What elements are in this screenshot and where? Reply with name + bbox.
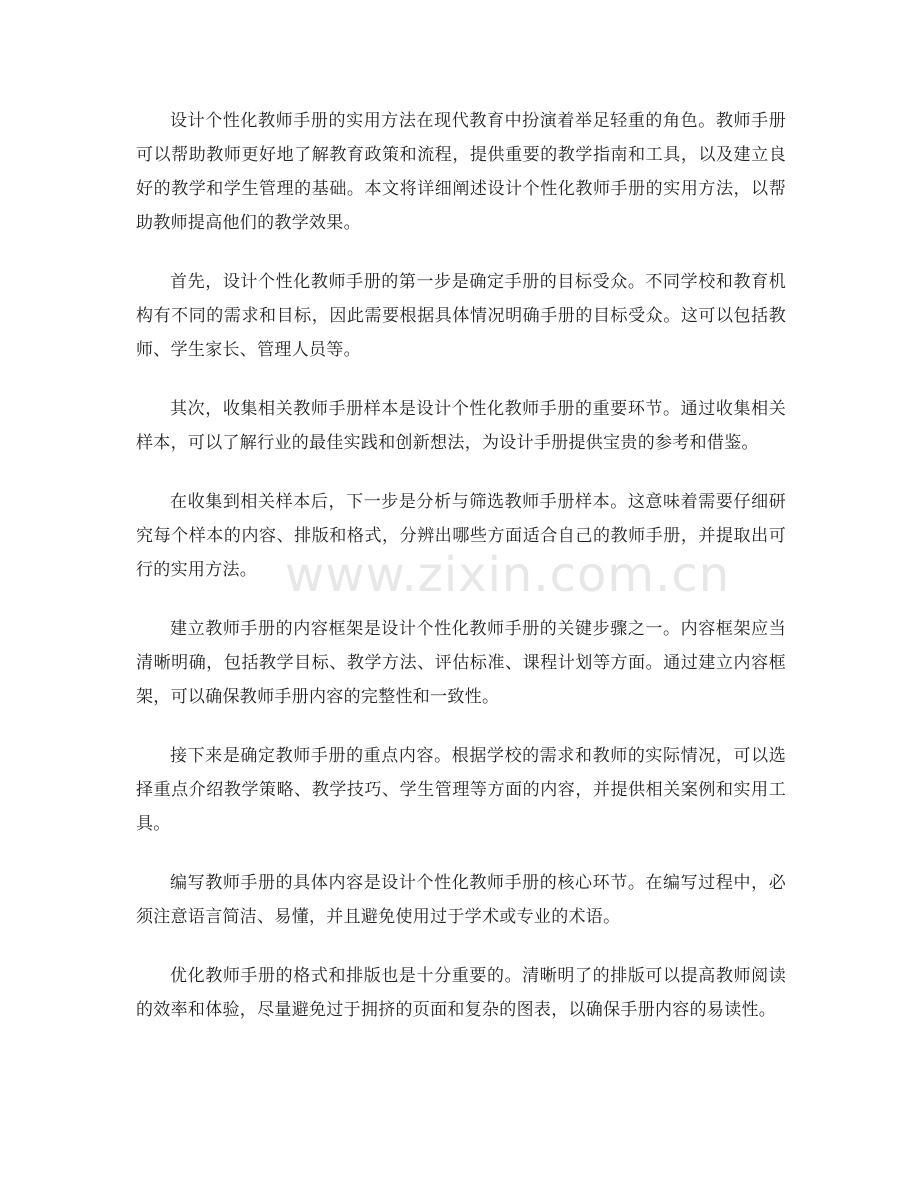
paragraph: 编写教师手册的具体内容是设计个性化教师手册的核心环节。在编写过程中，必须注意语言简洁、易懂，并且避免使用过于学术或专业的术语。 xyxy=(136,873,786,927)
paragraph: 优化教师手册的格式和排版也是十分重要的。清晰明了的排版可以提高教师阅读的效率和体验，尽量避免过于拥挤的页面和复杂的图表，以确保手册内容的易读性。 xyxy=(136,966,786,1020)
paragraph: 其次，收集相关教师手册样本是设计个性化教师手册的重要环节。通过收集相关样本，可以了解行业的最佳实践和创新想法，为设计手册提供宝贵的参考和借鉴。 xyxy=(136,399,786,453)
document-body xyxy=(136,104,786,1052)
paragraph: 接下来是确定教师手册的重点内容。根据学校的需求和教师的实际情况，可以选择重点介绍教学策略、教学技巧、学生管理等方面的内容，并提供相关案例和实用工具。 xyxy=(136,746,786,834)
paragraph: 在收集到相关样本后，下一步是分析与筛选教师手册样本。这意味着需要仔细研究每个样本的内容、排版和格式，分辨出哪些方面适合自己的教师手册，并提取出可行的实用方法。 xyxy=(136,492,786,580)
watermark: www.zixin.com.cn xyxy=(285,547,731,603)
paragraph: 首先，设计个性化教师手册的第一步是确定手册的目标受众。不同学校和教育机构有不同的需求和目标，因此需要根据具体情况明确手册的目标受众。这可以包括教师、学生家长、管理人员等。 xyxy=(136,272,786,360)
paragraph: 建立教师手册的内容框架是设计个性化教师手册的关键步骤之一。内容框架应当清晰明确，包括教学目标、教学方法、评估标准、课程计划等方面。通过建立内容框架，可以确保教师手册内容的完整性和一致性。 xyxy=(136,619,786,707)
paragraph: 设计个性化教师手册的实用方法在现代教育中扮演着举足轻重的角色。教师手册可以帮助教师更好地了解教育政策和流程，提供重要的教学指南和工具，以及建立良好的教学和学生管理的基础。本文将详细阐述设计个性化教师手册的实用方法，以帮助教师提高他们的教学效果。 xyxy=(136,111,786,233)
